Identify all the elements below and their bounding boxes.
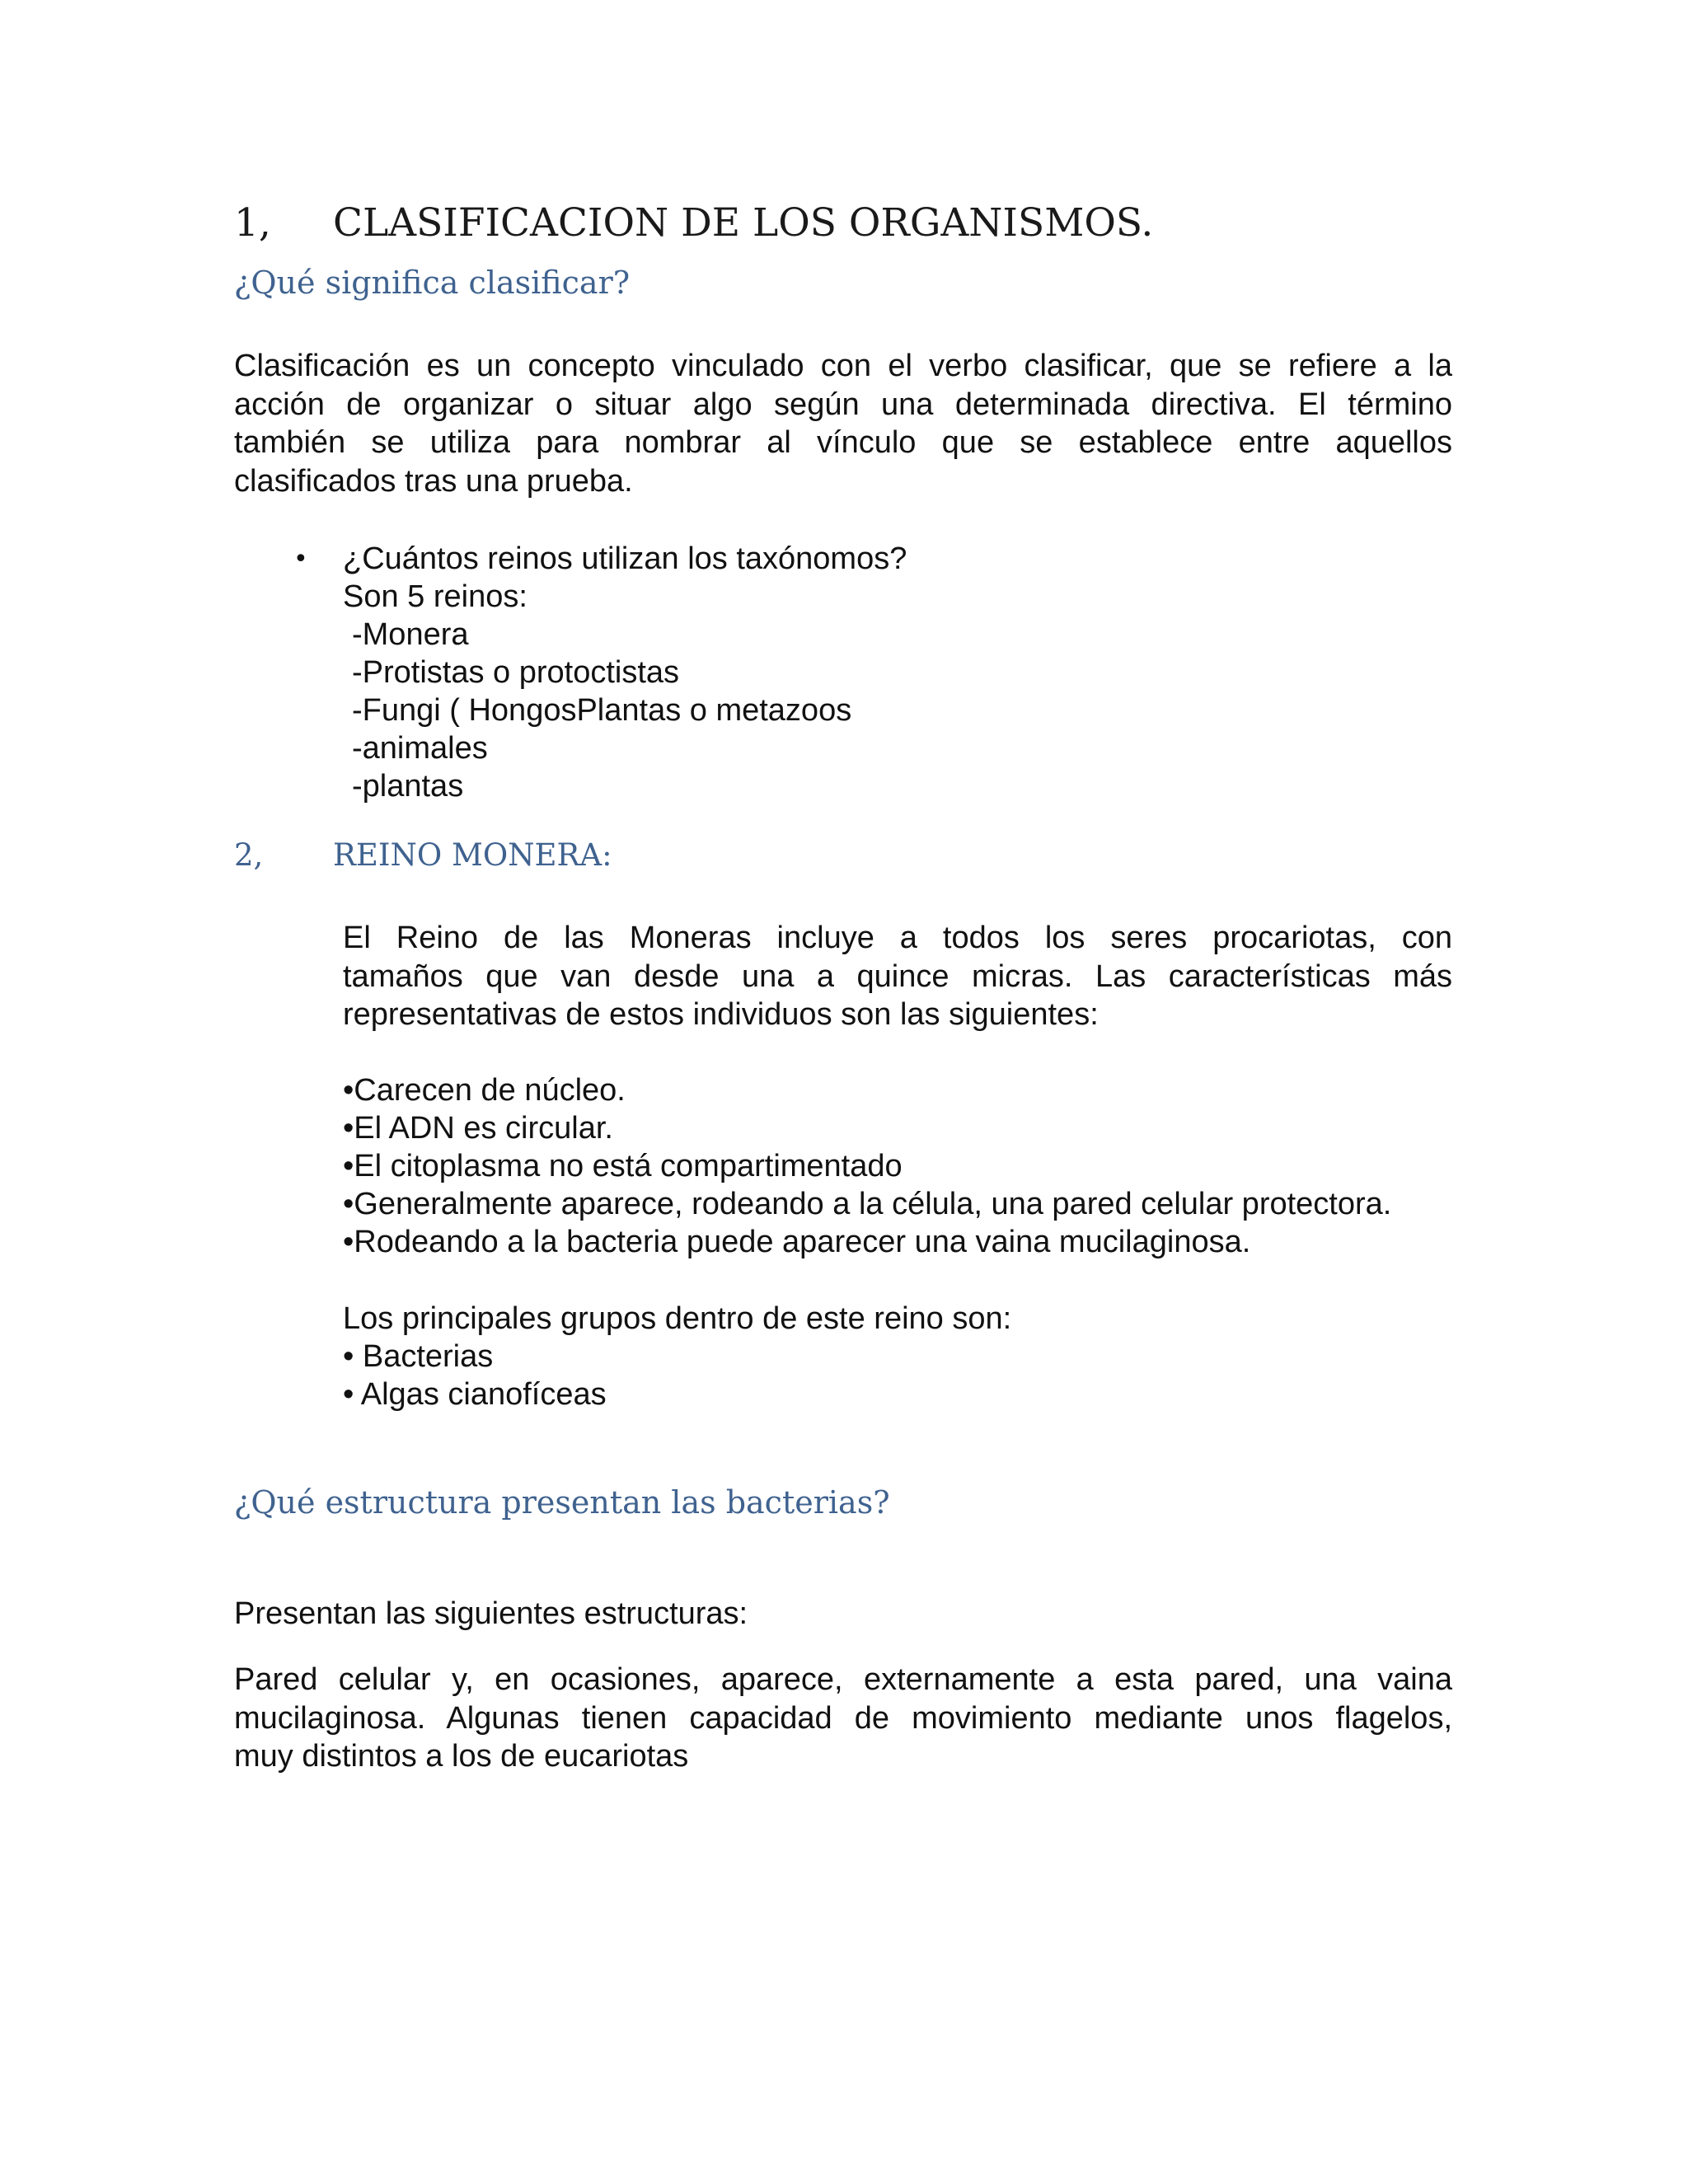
list-item: • Algas cianofíceas <box>343 1377 607 1412</box>
paragraph-line: también se utiliza para nombrar al vínculo que se establece entre aquellos <box>234 425 1452 460</box>
section-2-paragraph <box>343 919 1452 1034</box>
paragraph-line: Clasificación es un concepto vinculado con el verbo clasificar, que se refiere a la <box>234 349 1452 383</box>
groups-intro: Los principales grupos dentro de este reino son: <box>343 1301 1012 1336</box>
list-item: •El ADN es circular. <box>343 1111 613 1146</box>
list-item: • Bacterias <box>343 1339 494 1374</box>
characteristics-list <box>343 1071 1391 1261</box>
section-3-intro: Presentan las siguientes estructuras: <box>234 1596 748 1631</box>
paragraph-line: Pared celular y, en ocasiones, aparece, externamente a esta pared, una vaina <box>234 1662 1452 1697</box>
list-item: -Monera <box>352 617 469 652</box>
section-1-number: 1, <box>234 200 271 246</box>
paragraph-line: tamaños que van desde una a quince micras. Las características más <box>343 958 1452 994</box>
list-item: -Fungi ( HongosPlantas o metazoos <box>352 693 852 728</box>
paragraph-line: representativas de estos individuos son las siguientes: <box>343 997 1099 1032</box>
paragraph-line: mucilaginosa. Algunas tienen capacidad de movimiento mediante unos flagelos, <box>234 1700 1452 1736</box>
list-item: -plantas <box>352 769 464 804</box>
paragraph-line: acción de organizar o situar algo según una determinada directiva. El término <box>234 387 1452 422</box>
section-3-paragraph <box>234 1661 1452 1776</box>
groups-list <box>343 1300 1011 1413</box>
section-1-title: CLASIFICACION DE LOS ORGANISMOS. <box>333 200 1154 246</box>
section-1-paragraph <box>234 347 1452 500</box>
section-2-title: REINO MONERA: <box>333 837 612 873</box>
section-1-question: ¿Qué significa clasificar? <box>234 265 631 301</box>
list-item: •El citoplasma no está compartimentado <box>343 1149 903 1183</box>
bullet-marker: • <box>293 545 308 574</box>
paragraph-line: clasificados tras una prueba. <box>234 463 633 499</box>
list-item: •Carecen de núcleo. <box>343 1073 626 1108</box>
paragraph-line: El Reino de las Moneras incluye a todos los seres procariotas, con <box>343 921 1452 955</box>
kingdoms-question: ¿Cuántos reinos utilizan los taxónomos? <box>343 541 907 576</box>
kingdoms-list <box>343 540 907 805</box>
list-item: -animales <box>352 731 488 766</box>
section-3-question: ¿Qué estructura presentan las bacterias? <box>234 1484 890 1521</box>
paragraph-line: muy distintos a los de eucariotas <box>234 1739 689 1774</box>
list-item: -Protistas o protoctistas <box>352 655 680 690</box>
list-item: •Generalmente aparece, rodeando a la célula, una pared celular protectora. <box>343 1187 1392 1221</box>
kingdoms-answer: Son 5 reinos: <box>343 579 528 614</box>
list-item: •Rodeando a la bacteria puede aparecer una vaina mucilaginosa. <box>343 1225 1251 1259</box>
section-2-number: 2, <box>234 837 264 873</box>
